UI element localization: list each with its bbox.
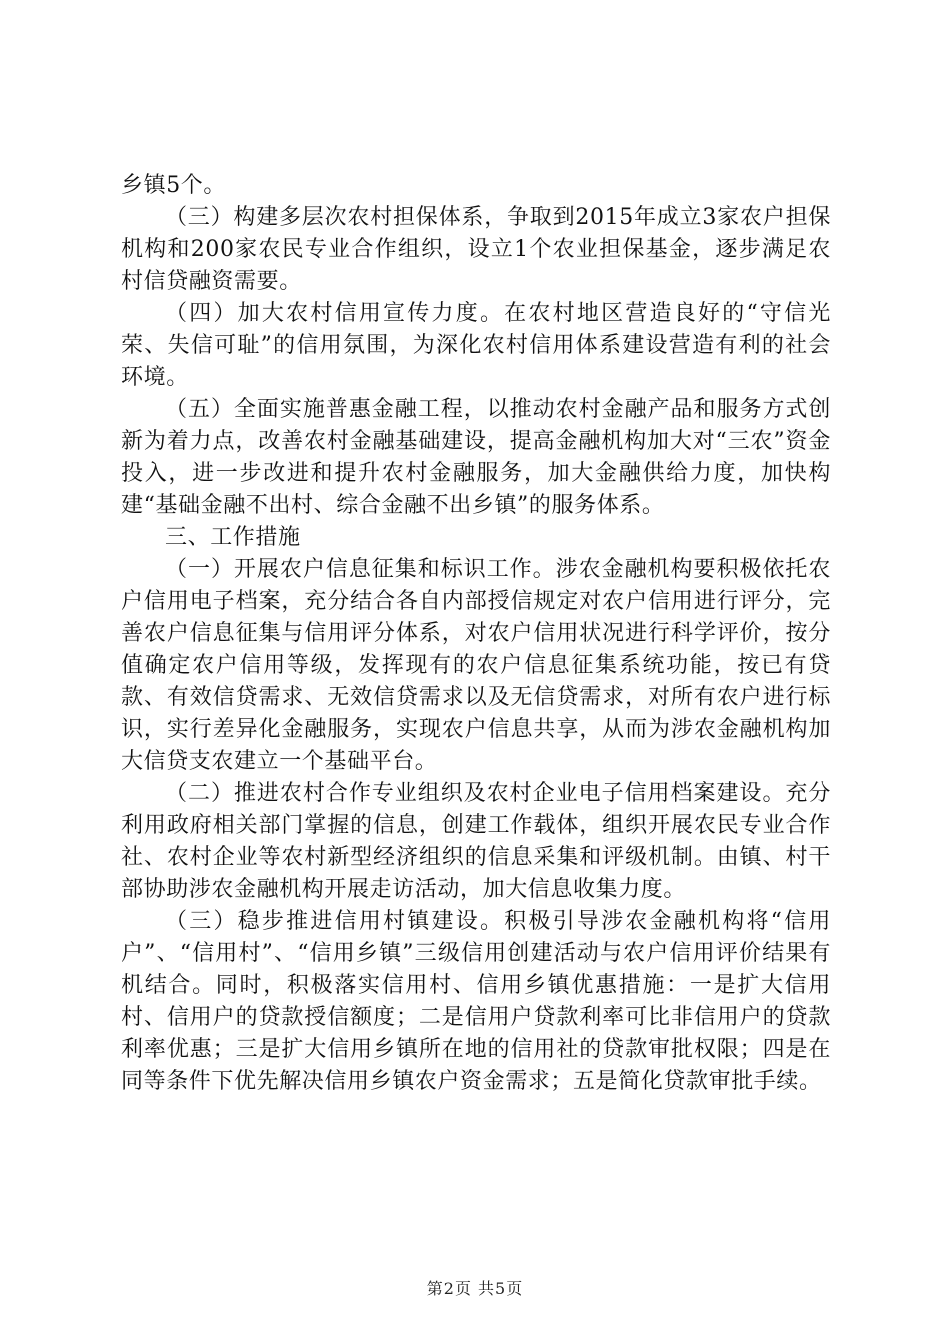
paragraph-cooperative-credit-files: （二）推进农村合作专业组织及农村企业电子信用档案建设。充分利用政府相关部门掌握的信息，创建工作载体，组织开展农民专业合作社、农村企业等农村新型经济组织的信息采集和评级机制。由镇、村干部协助涉农金融机构开展走访活动，加大信息收集力度。 bbox=[121, 781, 831, 902]
paragraph-credit-promotion: （四）加大农村信用宣传力度。在农村地区营造良好的“守信光荣、失信可耻”的信用氛围，为深化农村信用体系建设营造有利的社会环境。 bbox=[121, 301, 831, 390]
section-heading-measures: 三、工作措施 bbox=[165, 525, 301, 550]
paragraph-guarantee-system: （三）构建多层次农村担保体系，争取到2015年成立3家农户担保机构和200家农民专业合作组织，设立1个农业担保基金，逐步满足农村信贷融资需要。 bbox=[121, 205, 831, 294]
paragraph-farmer-info-collection: （一）开展农户信息征集和标识工作。涉农金融机构要积极依托农户信用电子档案，充分结合各自内部授信规定对农户信用进行评分，完善农户信息征集与信用评分体系，对农户信用状况进行科学评价，按分值确定农户信用等级，发挥现有的农户信息征集系统功能，按已有贷款、有效信贷需求、无效信贷需求以及无信贷需求，对所有农户进行标识，实行差异化金融服务，实现农户信息共享，从而为涉农金融机构加大信贷支农建立一个基础平台。 bbox=[121, 557, 831, 774]
paragraph-continuation: 乡镇5个。 bbox=[121, 173, 226, 198]
paragraph-credit-village-building: （三）稳步推进信用村镇建设。积极引导涉农金融机构将“信用户”、“信用村”、“信用乡镇”三级信用创建活动与农户信用评价结果有机结合。同时，积极落实信用村、信用乡镇优惠措施：一是扩大信用村、信用户的贷款授信额度；二是信用户贷款利率可比非信用户的贷款利率优惠；三是扩大信用乡镇所在地的信用社的贷款审批权限；四是在同等条件下优先解决信用乡镇农户资金需求；五是简化贷款审批手续。 bbox=[121, 909, 831, 1094]
page-number-footer: 第2页 共5页 bbox=[426, 1279, 524, 1298]
document-body bbox=[121, 170, 831, 1098]
paragraph-inclusive-finance: （五）全面实施普惠金融工程，以推动农村金融产品和服务方式创新为着力点，改善农村金融基础建设，提高金融机构加大对“三农”资金投入，进一步改进和提升农村金融服务，加大金融供给力度，加快构建“基础金融不出村、综合金融不出乡镇”的服务体系。 bbox=[121, 397, 831, 518]
